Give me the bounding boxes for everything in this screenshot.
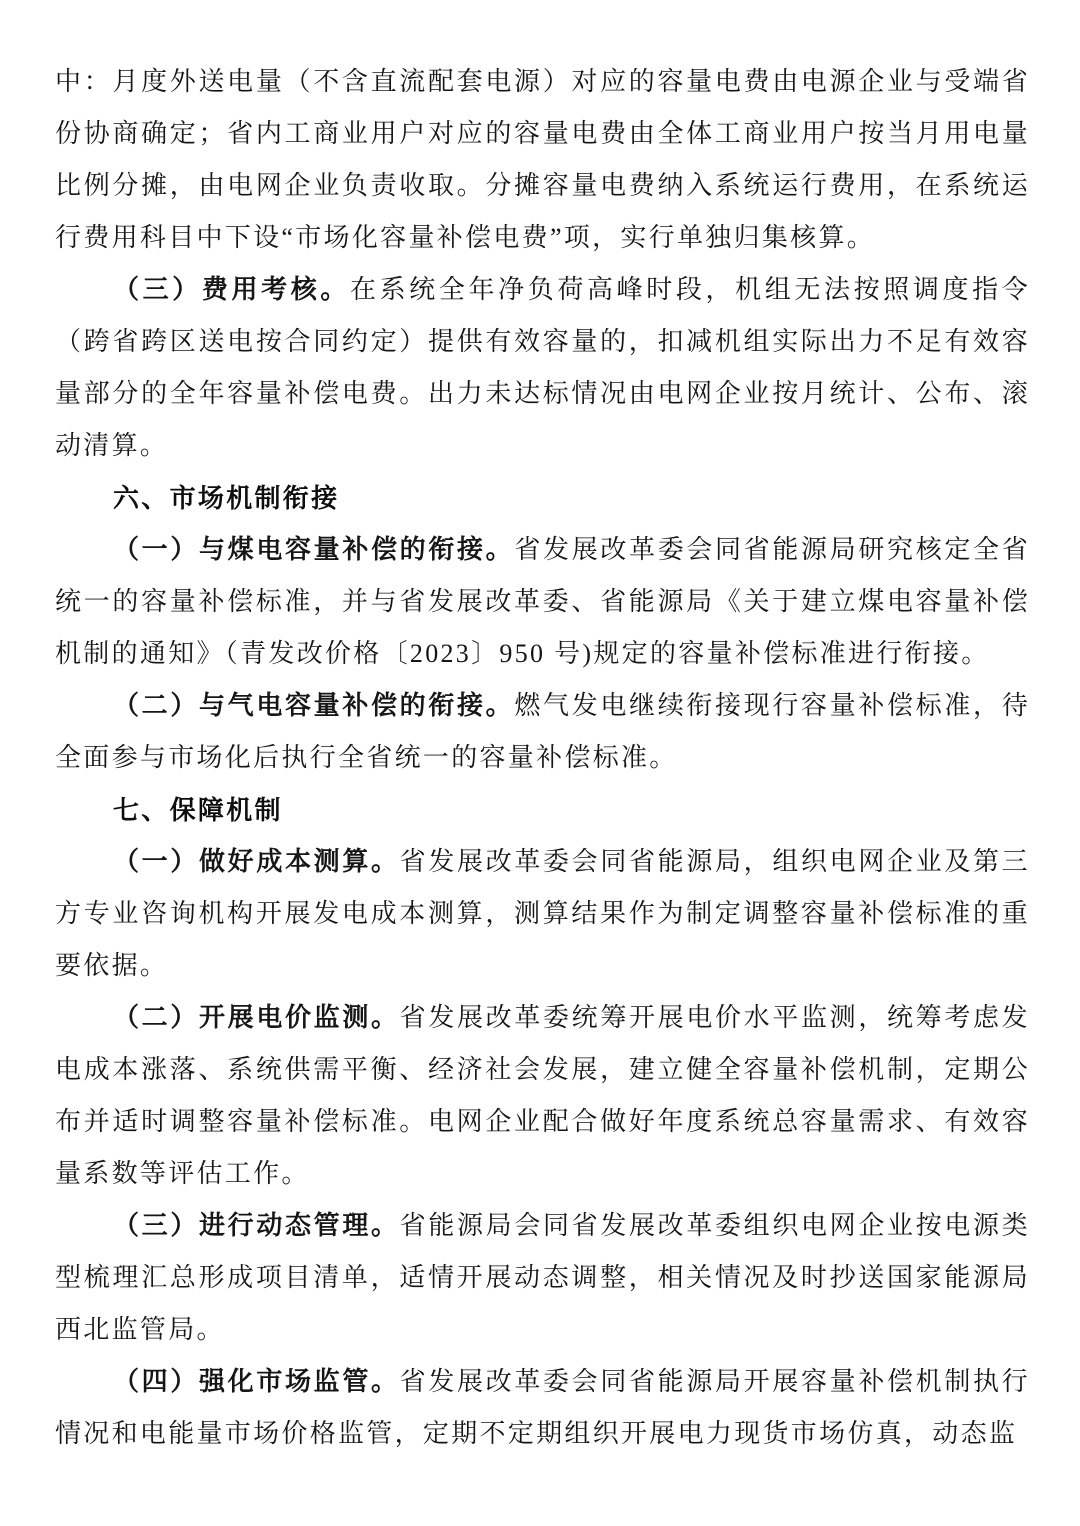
paragraph-lead: （三）进行动态管理。: [113, 1211, 400, 1240]
paragraph: [55, 680, 1030, 784]
paragraph-lead: （二）与气电容量补偿的衔接。: [113, 691, 515, 720]
paragraph: [55, 264, 1030, 472]
paragraph: [55, 1200, 1030, 1356]
paragraph-text: 在系统全年净负荷高峰时段，机组无法按照调度指令（跨省跨区送电按合同约定）提供有效容量的，扣减机组实际出力不足有效容量部分的全年容量补偿电费。出力未达标情况由电网企业按月统计、公布、滚动清算。: [55, 275, 1030, 460]
paragraph-lead: （一）做好成本测算。: [113, 847, 400, 876]
paragraph-text: 省发展改革委会同省能源局，组织电网企业及第三方专业咨询机构开展发电成本测算，测算结果作为制定调整容量补偿标准的重要依据。: [55, 847, 1030, 980]
paragraph-lead: （三）费用考核。: [113, 275, 350, 304]
paragraph-text: 省发展改革委会同省能源局研究核定全省统一的容量补偿标准，并与省发展改革委、省能源局《关于建立煤电容量补偿机制的通知》（青发改价格〔2023〕950 号)规定的容量补偿标准进行衔接。: [55, 535, 1031, 668]
section-heading: 七、保障机制: [113, 795, 283, 825]
paragraph-continuation: [55, 56, 1030, 264]
section-heading: 六、市场机制衔接: [113, 483, 340, 513]
paragraph: [55, 1356, 1030, 1460]
paragraph: [55, 992, 1030, 1200]
paragraph: [55, 524, 1030, 680]
paragraph-lead: （二）开展电价监测。: [113, 1003, 400, 1032]
paragraph-text: 省发展改革委统筹开展电价水平监测，统筹考虑发电成本涨落、系统供需平衡、经济社会发展，建立健全容量补偿机制，定期公布并适时调整容量补偿标准。电网企业配合做好年度系统总容量需求、有效容量系数等评估工作。: [55, 1003, 1030, 1188]
paragraph-text: 省能源局会同省发展改革委组织电网企业按电源类型梳理汇总形成项目清单，适情开展动态调整，相关情况及时抄送国家能源局西北监管局。: [55, 1211, 1030, 1344]
paragraph-text: 中：月度外送电量（不含直流配套电源）对应的容量电费由电源企业与受端省份协商确定；省内工商业用户对应的容量电费由全体工商业用户按当月用电量比例分摊，由电网企业负责收取。分摊容量电费纳入系统运行费用，在系统运行费用科目中下设“市场化容量补偿电费”项，实行单独归集核算。: [55, 67, 1030, 252]
paragraph-text: 省发展改革委会同省能源局开展容量补偿机制执行情况和电能量市场价格监管，定期不定期组织开展电力现货市场仿真，动态监: [55, 1367, 1030, 1448]
paragraph-lead: （四）强化市场监管。: [113, 1367, 400, 1396]
paragraph-lead: （一）与煤电容量补偿的衔接。: [113, 535, 515, 564]
paragraph: [55, 836, 1030, 992]
paragraph-text: 燃气发电继续衔接现行容量补偿标准，待全面参与市场化后执行全省统一的容量补偿标准。: [55, 691, 1031, 772]
